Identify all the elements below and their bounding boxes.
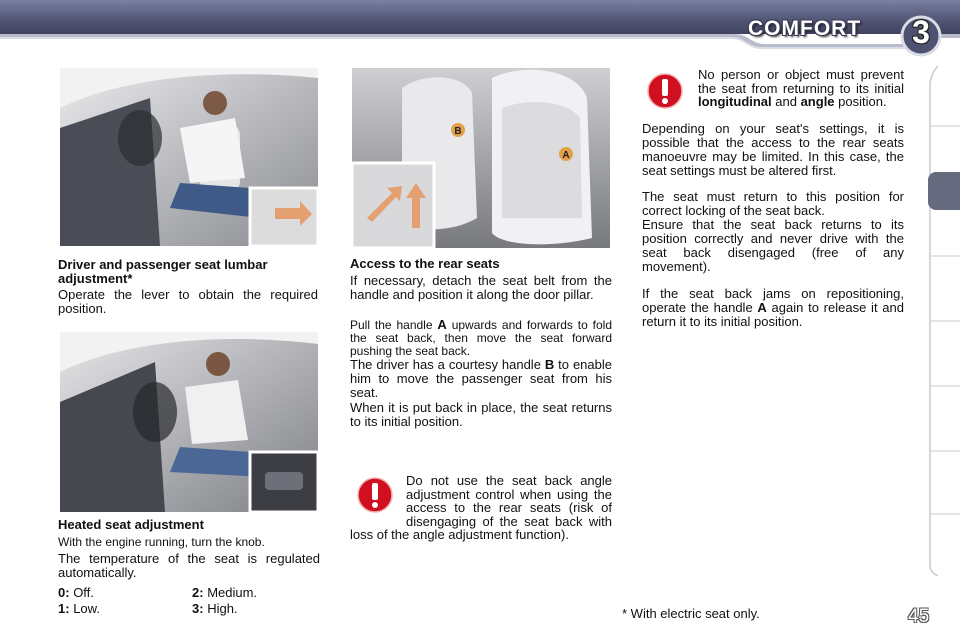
rear-access-p2: Pull the handle A upwards and forwards to fold the seat back, then move the seat forward pushing the seat back.: [350, 317, 612, 358]
heated-line-2: The temperature of the seat is regulated automatically.: [58, 551, 320, 580]
page-title: COMFORT: [748, 17, 862, 40]
lumbar-heading: Driver and passenger seat lumbar adjustment*: [58, 257, 268, 286]
setting-3: 3: High.: [192, 601, 238, 616]
setting-1: 1: Low.: [58, 601, 100, 616]
right-p2: The seat must return to this position for correct locking of the seat back.: [642, 189, 904, 218]
rear-access-heading: Access to the rear seats: [350, 256, 500, 271]
rear-access-p1: If necessary, detach the seat belt from the handle and position it along the door pillar.: [350, 273, 612, 302]
heated-seat-photo: [60, 332, 318, 512]
heated-heading: Heated seat adjustment: [58, 517, 204, 532]
chapter-number: 3: [912, 14, 930, 50]
rear-access-warning: Do not use the seat back angle adjustment control when using the access to the rear seats (risk of disengaging of the seat back with loss of the angle adjustment function).: [350, 473, 612, 542]
rear-seat-access-photo: [352, 68, 610, 248]
handle-b-label: B: [454, 126, 462, 137]
lumbar-adjustment-photo: [60, 68, 318, 246]
footnote: * With electric seat only.: [622, 606, 760, 621]
right-p4: If the seat back jams on repositioning, operate the handle A again to release it and return it to its initial position.: [642, 286, 904, 329]
lumbar-body: Operate the lever to obtain the required position.: [58, 287, 318, 316]
page-number: 45: [908, 606, 930, 627]
right-p1: Depending on your seat's settings, it is possible that the access to the rear seats manoeuvre may be limited. In this case, the seat settings must be altered first.: [642, 121, 904, 178]
setting-2: 2: Medium.: [192, 585, 258, 600]
right-p3: Ensure that the seat back returns to its position correctly and never drive with the seat back disengaged (free of any movement).: [642, 217, 904, 274]
page-header: [0, 0, 960, 60]
rear-access-p3: The driver has a courtesy handle B to enable him to move the passenger seat from his seat.: [350, 357, 612, 400]
active-chapter-tab[interactable]: [928, 172, 960, 210]
handle-a-label: A: [562, 150, 570, 161]
heated-line-1: With the engine running, turn the knob.: [58, 535, 265, 549]
setting-0: 0: Off.: [58, 585, 94, 600]
rear-access-p4: When it is put back in place, the seat returns to its initial position.: [350, 400, 612, 429]
seat-return-warning: No person or object must prevent the seat from returning to its initial longitudinal and angle position.: [698, 67, 904, 109]
chapter-tabs[interactable]: [924, 66, 960, 576]
